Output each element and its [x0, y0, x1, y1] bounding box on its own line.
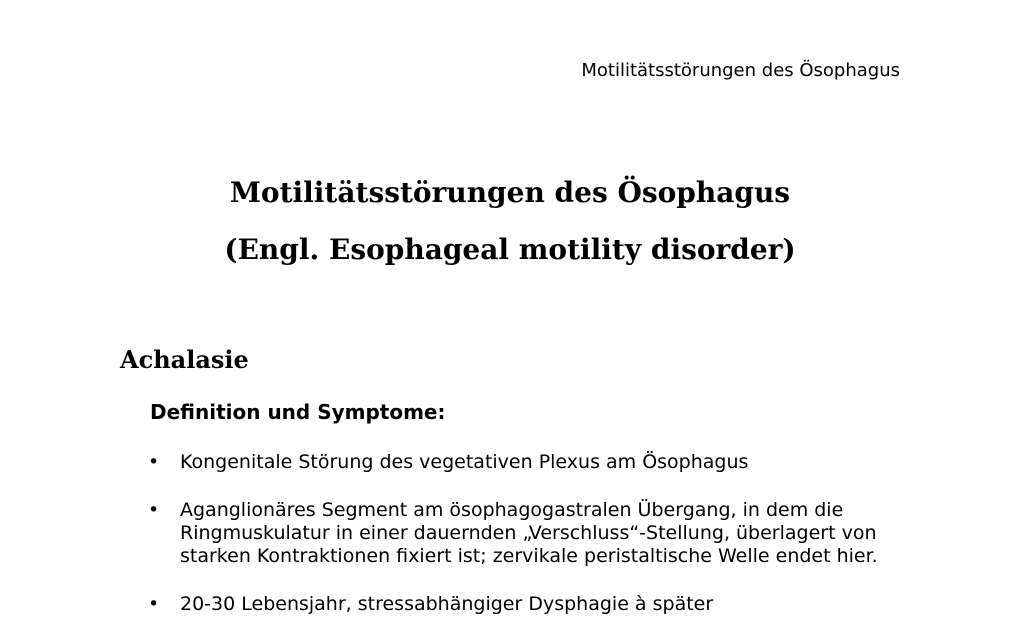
bullet-icon: •: [148, 451, 160, 473]
subsection-heading-definition: Definition und Symptome:: [150, 400, 446, 424]
list-item-text: Aganglionäres Segment am ösophagogastralen Übergang, in dem die Ringmuskulatur in einer dauernden „Verschluss“-Stellung, überlagert von starken Kontraktionen fixiert ist; zervikale peristaltische Welle endet hier.: [180, 499, 878, 567]
running-header: Motilitätsstörungen des Ösophagus: [581, 60, 900, 81]
section-heading-achalasie: Achalasie: [120, 345, 249, 374]
list-item: [140, 593, 900, 616]
title-line-german: Motilitätsstörungen des Ösophagus: [229, 176, 791, 209]
list-item: [140, 499, 900, 568]
list-item-text: Kongenitale Störung des vegetativen Plexus am Ösophagus: [180, 451, 749, 473]
list-item-text: 20-30 Lebensjahr, stressabhängiger Dysphagie à später: [180, 593, 714, 615]
bullet-icon: •: [148, 499, 160, 521]
bullet-icon: •: [148, 593, 160, 615]
list-item: [140, 451, 900, 474]
title-line-english: (Engl. Esophageal motility disorder): [224, 233, 796, 266]
symptom-list: [140, 451, 900, 634]
document-title: [0, 173, 1020, 287]
